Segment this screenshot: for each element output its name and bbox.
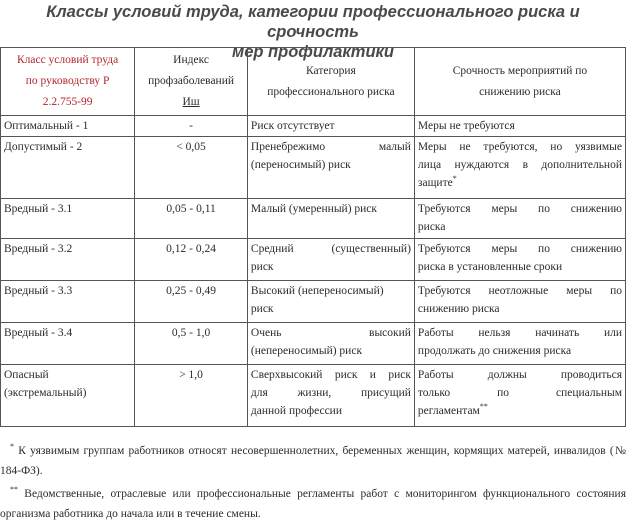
class-cell: Допустимый - 2 xyxy=(1,137,135,199)
table-row xyxy=(1,281,626,323)
category-cell: Средний (существенный) риск xyxy=(247,239,414,281)
class-cell: Опасный (экстремальный) xyxy=(1,365,135,427)
header-urgency: Срочность мероприятий по снижению риска xyxy=(414,48,625,116)
index-cell: 0,12 - 0,24 xyxy=(135,239,248,281)
urgency-cell: Требуются меры по снижению риска в установленные сроки xyxy=(414,239,625,281)
title-line-1: Классы условий труда, категории профессионального риска и срочность xyxy=(46,3,580,41)
index-cell: - xyxy=(135,116,248,137)
risk-categories-table xyxy=(0,47,626,427)
urgency-cell: Работы должны проводиться только по специальным регламентам** xyxy=(414,365,625,427)
urgency-cell: Требуются меры по снижению риска xyxy=(414,199,625,239)
table-row xyxy=(1,323,626,365)
footnote-2: ** Ведомственные, отраслевые или профессиональные регламенты работ с мониторингом функционального состояния организма работника до начала или в течение смены. xyxy=(0,485,626,520)
urgency-cell: Требуются неотложные меры по снижению риска xyxy=(414,281,625,323)
index-cell: 0,25 - 0,49 xyxy=(135,281,248,323)
table-header-row xyxy=(1,48,626,116)
index-cell: < 0,05 xyxy=(135,137,248,199)
category-cell: Высокий (непереносимый) риск xyxy=(247,281,414,323)
index-cell: 0,5 - 1,0 xyxy=(135,323,248,365)
class-cell: Вредный - 3.2 xyxy=(1,239,135,281)
footnote-mark: ** xyxy=(10,485,18,495)
footnote-mark: * xyxy=(452,174,457,184)
footnote-mark: * xyxy=(10,442,14,452)
index-cell: > 1,0 xyxy=(135,365,248,427)
table-row xyxy=(1,137,626,199)
urgency-cell: Меры не требуются xyxy=(414,116,625,137)
urgency-cell: Работы нельзя начинать или продолжать до снижения риска xyxy=(414,323,625,365)
footnote-mark: ** xyxy=(479,402,488,412)
category-cell: Очень высокий (непереносимый) риск xyxy=(247,323,414,365)
urgency-cell: Меры не требуются, но уязвимые лица нуждаются в дополнительной защите* xyxy=(414,137,625,199)
footnotes xyxy=(0,441,626,524)
index-cell: 0,05 - 0,11 xyxy=(135,199,248,239)
table-row xyxy=(1,199,626,239)
class-cell: Оптимальный - 1 xyxy=(1,116,135,137)
category-cell: Малый (умеренный) риск xyxy=(247,199,414,239)
header-category: Категория профессионального риска xyxy=(247,48,414,116)
header-class: Класс условий труда по руководству Р 2.2.755-99 xyxy=(1,48,135,116)
title-line-2: мер профилактики xyxy=(232,43,394,61)
class-cell: Вредный - 3.1 xyxy=(1,199,135,239)
category-cell: Риск отсутствует xyxy=(247,116,414,137)
category-cell: Пренебрежимо малый (переносимый) риск xyxy=(247,137,414,199)
category-cell: Сверхвысокий риск и риск для жизни, присущий данной профессии xyxy=(247,365,414,427)
table-row xyxy=(1,239,626,281)
footnote-1: * К уязвимым группам работников относят несовершеннолетних, беременных женщин, кормящих матерей, инвалидов (№ 184-ФЗ). xyxy=(0,442,626,477)
class-cell: Вредный - 3.3 xyxy=(1,281,135,323)
table-row xyxy=(1,116,626,137)
header-index: Индекс профзаболеваний Иш xyxy=(135,48,248,116)
table-row xyxy=(1,365,626,427)
class-cell: Вредный - 3.4 xyxy=(1,323,135,365)
